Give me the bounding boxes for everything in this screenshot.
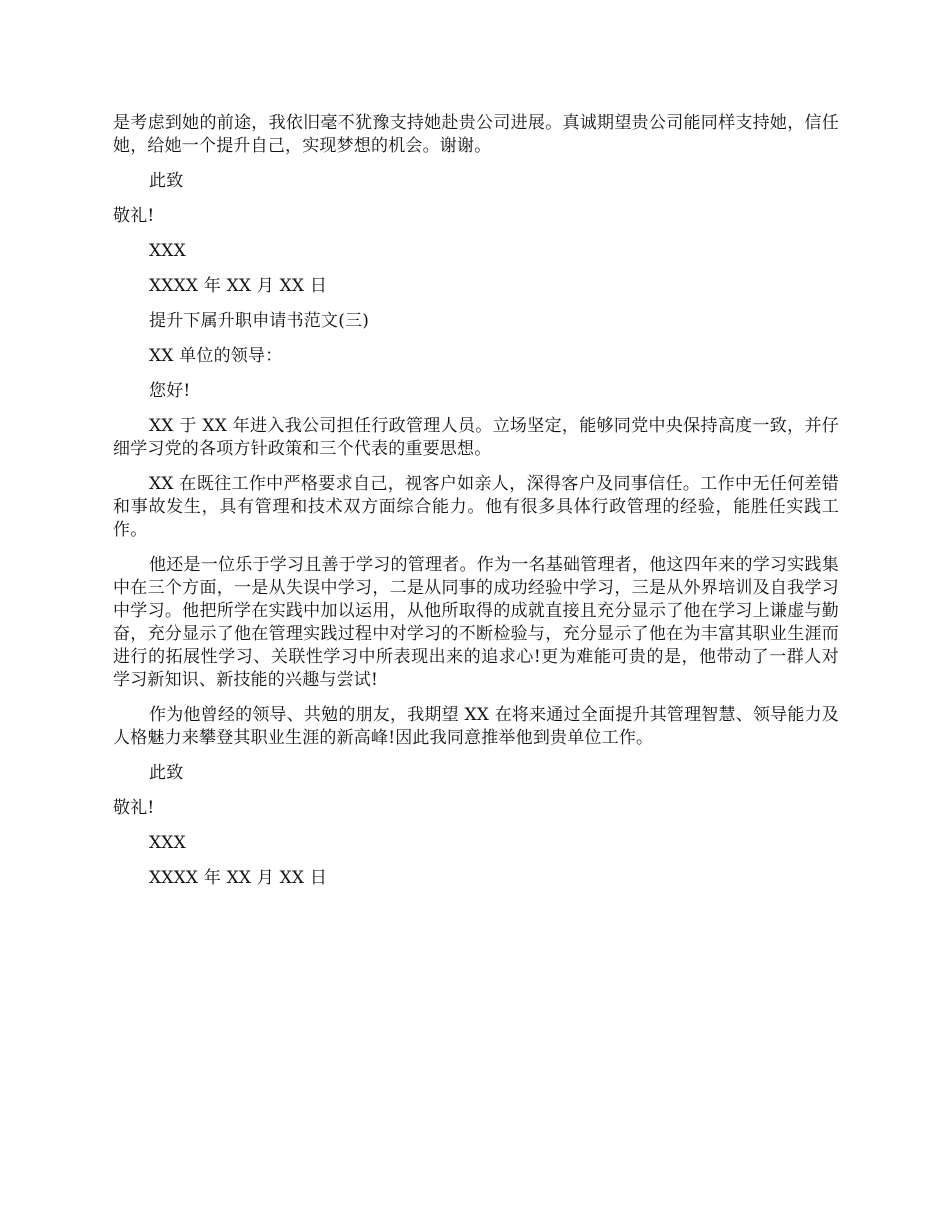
signature-date: XXXX 年 XX 月 XX 日 <box>149 276 328 296</box>
body-paragraph-1: XX 于 XX 年进入我公司担任行政管理人员。立场坚定，能够同党中央保持高度一致，并仔细学习党的各项方针政策和三个代表的重要思想。 <box>113 416 839 459</box>
body-paragraph-3: 他还是一位乐于学习且善于学习的管理者。作为一名基础管理者，他这四年来的学习实践集中在三个方面，一是从失误中学习，二是从同事的成功经验中学习，三是从外界培训及自我学习中学习。他把所学在实践中加以运用，从他所取得的成就直接且充分显示了他在学习上谦虚与勤奋，充分显示了他在管理实践过程中对学习的不断检验与，充分显示了他在为丰富其职业生涯而进行的拓展性学习、关联性学习中所表现出来的追求心!更为难能可贵的是，他带动了一群人对学习新知识、新技能的兴趣与尝试! <box>113 555 839 690</box>
closing-signature-name: XXX <box>149 833 186 853</box>
closing-signature-date: XXXX 年 XX 月 XX 日 <box>149 868 328 888</box>
document-body <box>113 112 839 902</box>
body-paragraph-4: 作为他曾经的领导、共勉的朋友，我期望 XX 在将来通过全面提升其管理智慧、领导能力及人格魅力来攀登其职业生涯的新高峰!因此我同意推举他到贵单位工作。 <box>113 705 839 748</box>
signature-name: XXX <box>149 241 186 261</box>
greeting: 您好! <box>149 381 191 401</box>
body-paragraph-2: XX 在既往工作中严格要求自己，视客户如亲人，深得客户及同事信任。工作中无任何差错和事故发生，具有管理和技术双方面综合能力。他有很多具体行政管理的经验，能胜任实践工作。 <box>113 474 839 540</box>
closing-cizhi: 此致 <box>149 763 184 783</box>
salutation-cizhi: 此致 <box>149 171 184 191</box>
closing-jingli: 敬礼! <box>113 798 155 818</box>
addressee: XX 单位的领导： <box>149 346 283 366</box>
paragraph-closing-previous-letter: 是考虑到她的前途，我依旧毫不犹豫支持她赴贵公司进展。真诚期望贵公司能同样支持她，信任她，给她一个提升自己，实现梦想的机会。谢谢。 <box>113 113 839 156</box>
section-title: 提升下属升职申请书范文(三) <box>149 311 370 331</box>
salutation-jingli: 敬礼! <box>113 206 155 226</box>
